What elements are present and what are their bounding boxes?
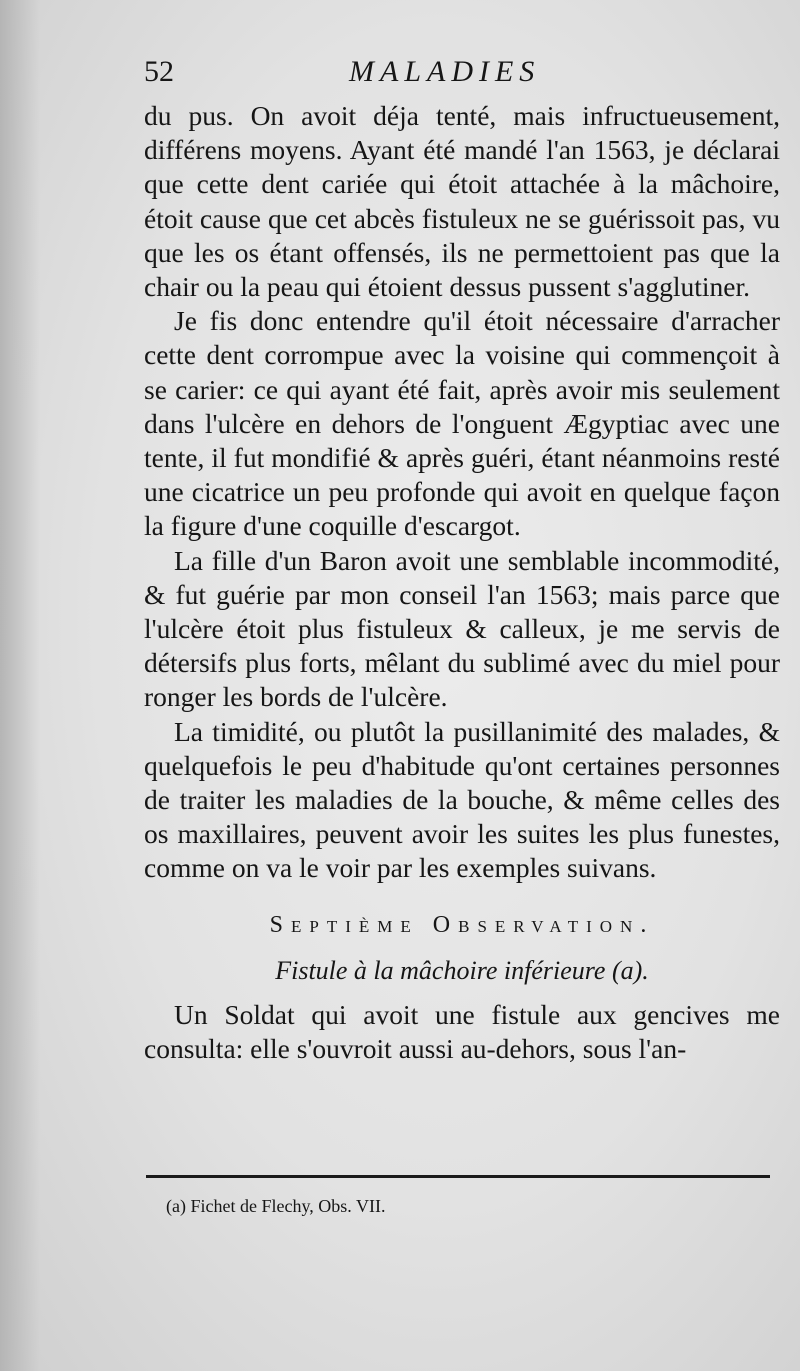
footnote: (a) Fichet de Flechy, Obs. VII. [166, 1196, 386, 1216]
paragraph: Un Soldat qui avoit une fistule aux gencives me consulta: elle s'ouvroit aussi au-dehors, sous l'an- [144, 998, 780, 1064]
paragraph-continued: du pus. On avoit déja tenté, mais infructueusement, différens moyens. Ayant été mandé l'an 1563, je déclarai que cette dent cariée qui étoit attachée à la mâchoire, étoit cause que cet abcès fistuleux ne se guérissoit pas, vu que les os étant offensés, ils ne permettoient pas que la chair ou la peau qui étoient dessus pussent s'agglutiner. [144, 100, 780, 303]
page-number: 52 [144, 55, 174, 88]
body-text [144, 99, 780, 1066]
footnote-rule [146, 1175, 770, 1178]
paragraph: Je fis donc entendre qu'il étoit nécessaire d'arracher cette dent corrompue avec la voisine qui commençoit à se carier: ce qui ayant été fait, après avoir mis seulement dans l'ulcère en dehors de l'onguent Ægyptiac avec une tente, il fut mondifié & après guéri, étant néanmoins resté une cicatrice un peu profonde qui avoit en quelque façon la figure d'une coquille d'escargot. [144, 305, 780, 542]
section-subtitle: Fistule à la mâchoire inférieure (a). [275, 955, 649, 985]
section-heading: Septième Observation. [269, 911, 655, 938]
paragraph: La fille d'un Baron avoit une semblable incommodité, & fut guérie par mon conseil l'an 1563; mais parce que l'ulcère étoit plus fistuleux & calleux, je me servis de détersifs plus forts, mêlant du sublimé avec du miel pour ronger les bords de l'ulcère. [144, 544, 780, 713]
paragraph: La timidité, ou plutôt la pusillanimité des malades, & quelquefois le peu d'habitude qu'ont certaines personnes de traiter les maladies de la bouche, & même celles des os maxillaires, peuvent avoir les suites les plus funestes, comme on va le voir par les exemples suivans. [144, 715, 780, 884]
gutter-shadow [0, 0, 40, 1371]
running-head [144, 52, 604, 92]
running-title: MALADIES [349, 55, 541, 88]
